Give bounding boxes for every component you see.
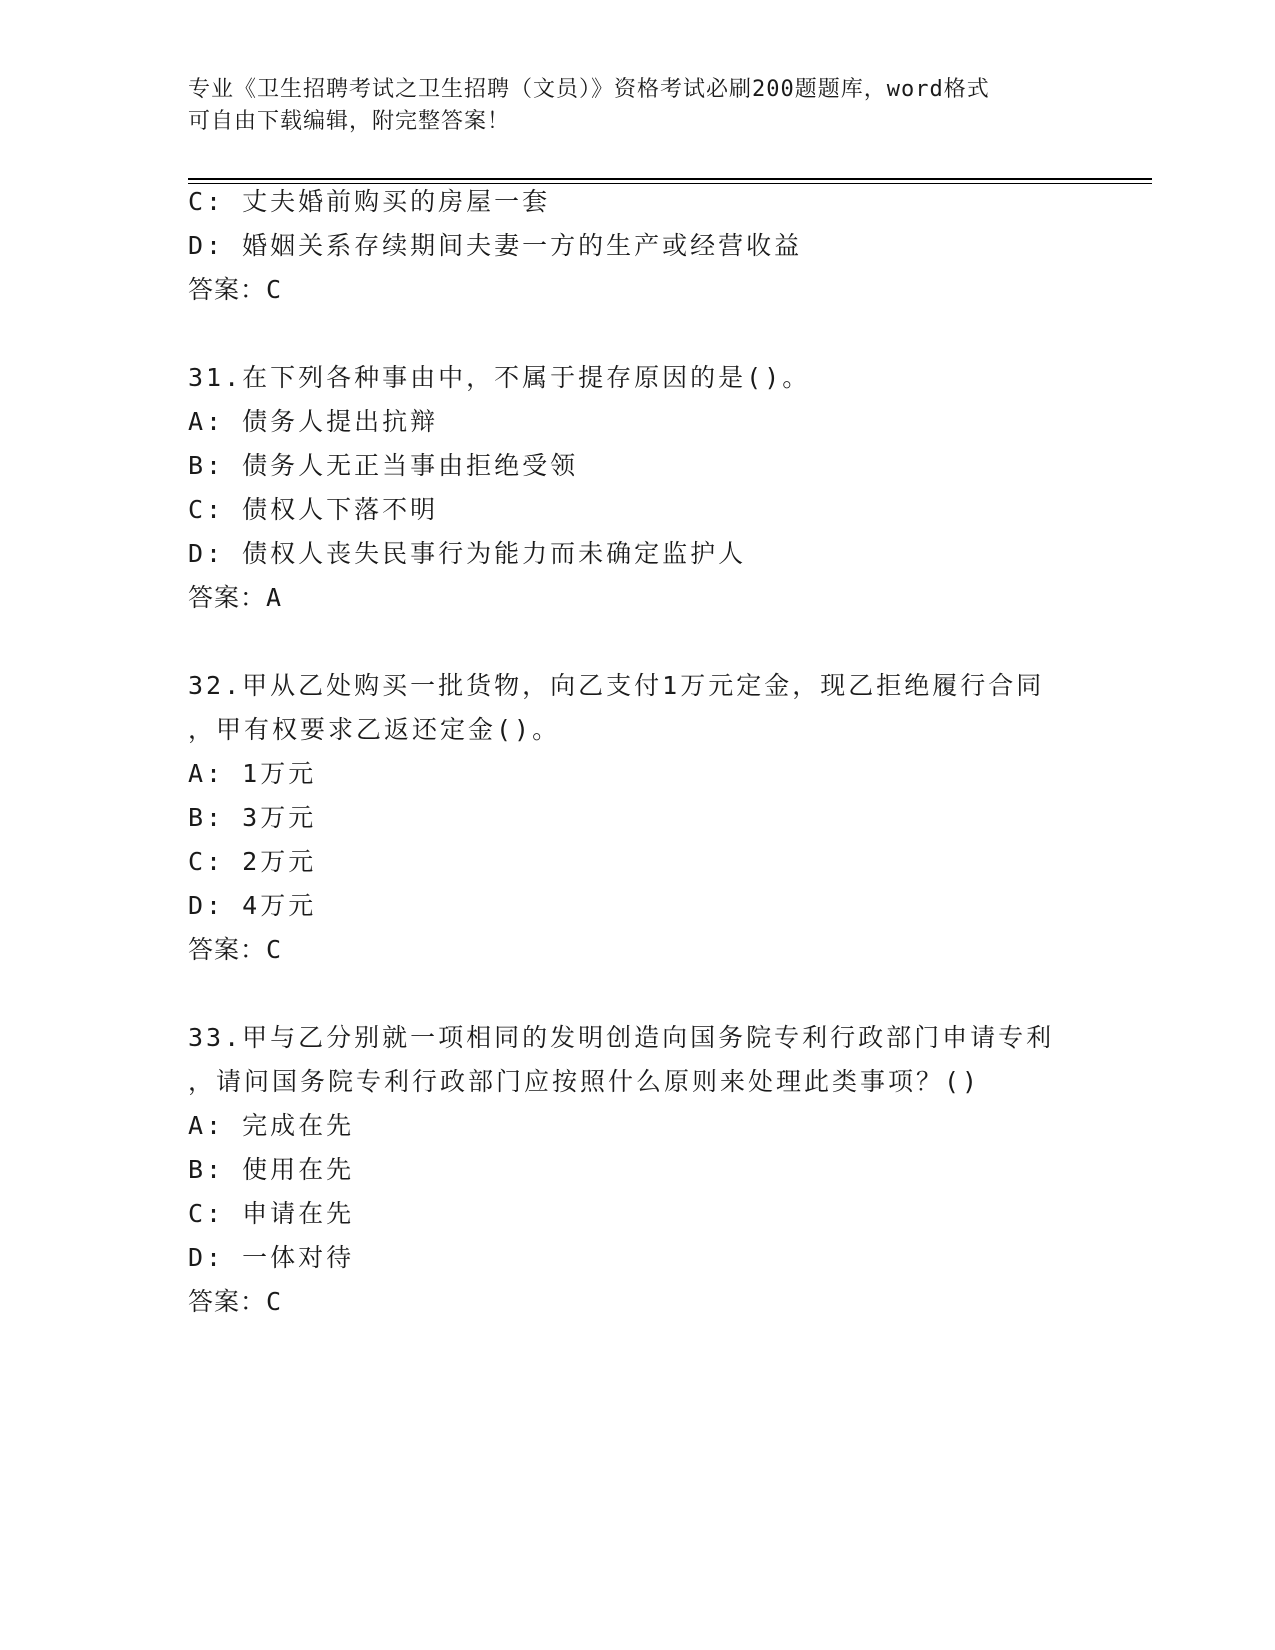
prev-question-answer: 答案：C — [188, 275, 283, 304]
q32-answer: 答案：C — [188, 935, 283, 964]
q31-answer: 答案：A — [188, 583, 283, 612]
q33-option-d: D: 一体对待 — [188, 1243, 355, 1272]
q33-answer: 答案：C — [188, 1287, 283, 1316]
q33-option-a: A: 完成在先 — [188, 1111, 355, 1140]
q33-option-c: C: 申请在先 — [188, 1199, 355, 1228]
prev-question-option-d: D: 婚姻关系存续期间夫妻一方的生产或经营收益 — [188, 231, 803, 260]
q33-stem-line-2: ，请问国务院专利行政部门应按照什么原则来处理此类事项？() — [188, 1067, 981, 1096]
prev-question-option-c: C: 丈夫婚前购买的房屋一套 — [188, 187, 551, 216]
q31-option-b: B: 债务人无正当事由拒绝受领 — [188, 451, 579, 480]
q32-stem-line-1: 32.甲从乙处购买一批货物，向乙支付1万元定金，现乙拒绝履行合同 — [188, 671, 1045, 700]
document-header — [188, 74, 1068, 138]
q31-stem: 31.在下列各种事由中，不属于提存原因的是()。 — [188, 363, 811, 392]
q31-option-d: D: 债权人丧失民事行为能力而未确定监护人 — [188, 539, 747, 568]
header-title-line-1: 专业《卫生招聘考试之卫生招聘（文员）》资格考试必刷200题题库，word格式 — [188, 77, 990, 102]
q32-option-d: D: 4万元 — [188, 891, 317, 920]
q32-option-a: A: 1万元 — [188, 759, 317, 788]
header-title-line-2: 可自由下载编辑，附完整答案！ — [188, 109, 511, 134]
q33-option-b: B: 使用在先 — [188, 1155, 355, 1184]
header-divider-thick — [188, 178, 1152, 180]
q31-option-c: C: 债权人下落不明 — [188, 495, 439, 524]
q33-stem-line-1: 33.甲与乙分别就一项相同的发明创造向国务院专利行政部门申请专利 — [188, 1023, 1055, 1052]
q31-option-a: A: 债务人提出抗辩 — [188, 407, 439, 436]
q32-stem-line-2: ，甲有权要求乙返还定金()。 — [188, 715, 561, 744]
q32-option-c: C: 2万元 — [188, 847, 317, 876]
q32-option-b: B: 3万元 — [188, 803, 317, 832]
